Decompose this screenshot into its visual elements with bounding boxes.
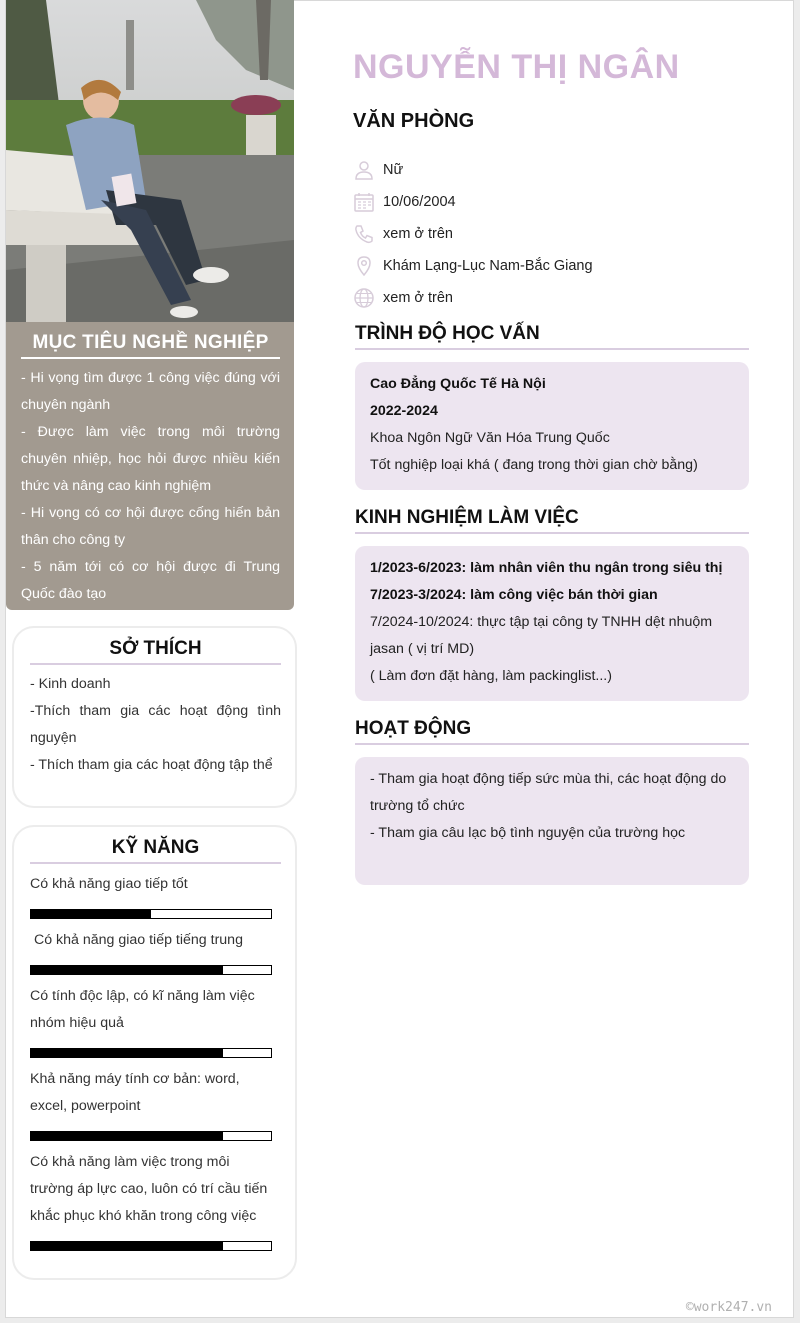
- skill-level-fill: [31, 1242, 223, 1250]
- dob-value: 10/06/2004: [383, 194, 456, 210]
- objective-item: - Hi vọng tìm được 1 công việc đúng với chuyên ngành: [21, 370, 280, 413]
- watermark: ©work247.vn: [685, 1300, 772, 1315]
- address-value: Khám Lạng-Lục Nam-Bắc Giang: [383, 258, 593, 274]
- skill-item: [30, 871, 281, 919]
- skill-level-bar: [30, 1241, 272, 1251]
- skill-level-bar: [30, 1131, 272, 1141]
- gender-value: Nữ: [383, 162, 404, 178]
- hobbies-title: SỞ THÍCH: [30, 638, 281, 665]
- globe-icon: [353, 287, 375, 309]
- skill-item: [30, 1066, 281, 1141]
- website-value: xem ở trên: [383, 290, 453, 306]
- skill-label: Có tính độc lập, có kĩ năng làm việc nhóm hiệu quả: [30, 988, 255, 1031]
- education-period: 2022-2024: [370, 403, 438, 419]
- objective-item: - Được làm việc trong môi trường chuyên nhiệp, học hỏi được nhiều kiến thức và nâng cao kinh nghiệm: [21, 424, 280, 494]
- skill-level-bar: [30, 1048, 272, 1058]
- career-objective-title: MỤC TIÊU NGHỀ NGHIỆP: [21, 332, 280, 359]
- candidate-name: NGUYỄN THỊ NGÂN: [353, 48, 680, 86]
- skill-level-bar: [30, 965, 272, 975]
- skills-title: KỸ NĂNG: [30, 837, 281, 864]
- hobbies-list: [30, 671, 281, 779]
- skill-level-bar: [30, 909, 272, 919]
- skill-item: [30, 1149, 281, 1251]
- hobby-item: - Thích tham gia các hoạt động tập thể: [30, 757, 273, 773]
- skill-item: [30, 983, 281, 1058]
- objective-item: - Hi vọng có cơ hội được cống hiến bản thân cho công ty: [21, 505, 280, 548]
- experience-box: [355, 546, 749, 701]
- experience-line: 7/2024-10/2024: thực tập tại công ty TNHH dệt nhuộm jasan ( vị trí MD): [370, 614, 713, 657]
- phone-icon: [353, 223, 375, 245]
- candidate-position: VĂN PHÒNG: [353, 110, 475, 132]
- hobby-item: -Thích tham gia các hoạt động tình nguyện: [30, 703, 281, 746]
- activities-title: HOẠT ĐỘNG: [355, 718, 749, 745]
- skill-label: Có khả năng làm việc trong môi trường áp lực cao, luôn có trí cầu tiến khắc phục khó khăn trong công việc: [30, 1154, 268, 1224]
- career-objective-section: [6, 322, 294, 610]
- education-school: Cao Đẳng Quốc Tế Hà Nội: [370, 376, 546, 392]
- user-icon: [353, 159, 375, 181]
- skill-level-fill: [31, 910, 151, 918]
- hobbies-section: [12, 626, 297, 808]
- info-dob: [353, 186, 593, 218]
- skill-level-fill: [31, 1049, 223, 1057]
- activity-line: - Tham gia hoạt động tiếp sức mùa thi, các hoạt động do trường tổ chức: [370, 771, 727, 814]
- personal-info-list: [353, 154, 593, 314]
- activity-line: - Tham gia câu lạc bộ tình nguyện của trường học: [370, 825, 686, 841]
- experience-line: 1/2023-6/2023: làm nhân viên thu ngân trong siêu thị: [370, 560, 723, 576]
- activities-box: [355, 757, 749, 885]
- info-phone: [353, 218, 593, 250]
- objective-item: - 5 năm tới có cơ hội được đi Trung Quốc đào tạo: [21, 559, 280, 602]
- calendar-icon: [353, 191, 375, 213]
- info-website: [353, 282, 593, 314]
- experience-line: ( Làm đơn đặt hàng, làm packinglist...): [370, 668, 612, 684]
- education-box: [355, 362, 749, 490]
- skill-label: Khả năng máy tính cơ bản: word, excel, powerpoint: [30, 1071, 240, 1114]
- phone-value: xem ở trên: [383, 226, 453, 242]
- career-objective-list: [21, 365, 280, 608]
- education-note: Tốt nghiệp loại khá ( đang trong thời gian chờ bằng): [370, 457, 698, 473]
- profile-photo: [6, 0, 294, 322]
- skill-level-fill: [31, 966, 223, 974]
- info-address: [353, 250, 593, 282]
- education-faculty: Khoa Ngôn Ngữ Văn Hóa Trung Quốc: [370, 430, 610, 446]
- hobby-item: - Kinh doanh: [30, 676, 111, 692]
- skill-label: Có khả năng giao tiếp tốt: [30, 876, 188, 892]
- education-title: TRÌNH ĐỘ HỌC VẤN: [355, 323, 749, 350]
- skill-label: Có khả năng giao tiếp tiếng trung: [30, 932, 243, 948]
- skill-item: [30, 927, 281, 975]
- location-icon: [353, 255, 375, 277]
- experience-title: KINH NGHIỆM LÀM VIỆC: [355, 507, 749, 534]
- skill-level-fill: [31, 1132, 223, 1140]
- skills-section: [12, 825, 297, 1280]
- experience-line: 7/2023-3/2024: làm công việc bán thời gian: [370, 587, 658, 603]
- info-gender: [353, 154, 593, 186]
